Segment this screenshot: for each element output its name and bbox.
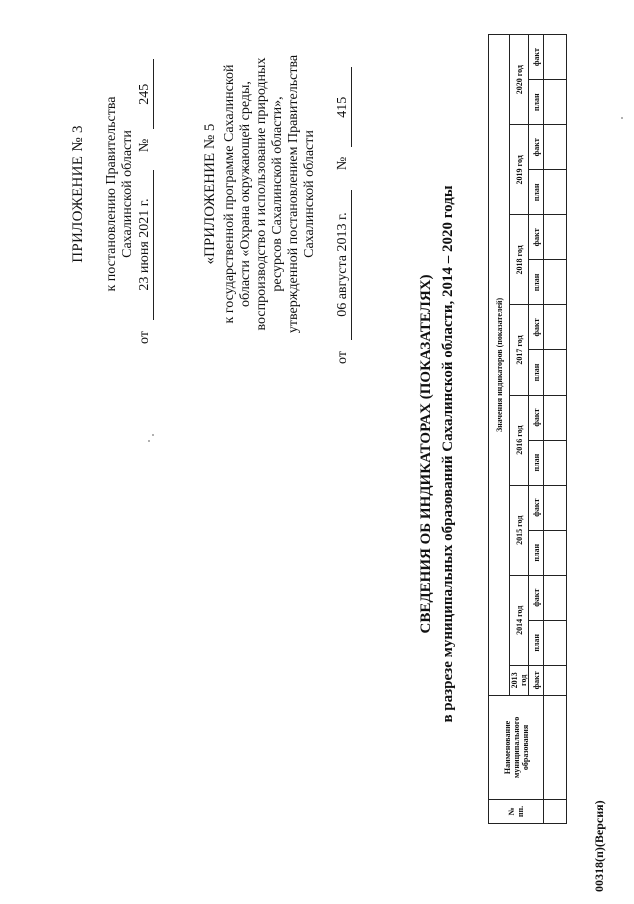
plan-header: план	[529, 440, 544, 485]
table-cell	[544, 620, 567, 665]
plan-header: план	[529, 350, 544, 395]
year-2013-header: 2013 год	[510, 665, 529, 695]
table-cell	[544, 395, 567, 440]
plan-header: план	[529, 620, 544, 665]
fact-header: факт	[529, 35, 544, 80]
table-cell	[544, 799, 567, 823]
appendix-3-number: 245	[137, 59, 154, 129]
table-cell	[544, 440, 567, 485]
fact-header: факт	[529, 485, 544, 530]
table-cell	[544, 80, 567, 125]
table-cell	[544, 305, 567, 350]
scan-speck	[148, 440, 150, 442]
fact-header: факт	[529, 305, 544, 350]
year-header: 2015 год	[510, 485, 529, 575]
table-cell	[544, 530, 567, 575]
plan-header: план	[529, 530, 544, 575]
appendix-5-line-1: к государственной программе Сахалинской	[222, 64, 237, 324]
table-cell	[544, 125, 567, 170]
scan-speck	[152, 434, 154, 436]
table-header-row-1	[489, 35, 510, 824]
appendix-3-line-2: Сахалинской области	[120, 130, 135, 258]
year-header: 2016 год	[510, 395, 529, 485]
appendix-5-line-6: Сахалинской области	[302, 130, 317, 258]
appendix-3-sign-row	[137, 59, 154, 344]
appendix-5-from-label: от	[335, 351, 350, 364]
appendix-5-date: 06 августа 2013 г.	[335, 190, 352, 340]
year-header: 2017 год	[510, 305, 529, 395]
appendix-3-num-label: №	[137, 138, 152, 153]
appendix-5-line-5: утвержденной постановлением Правительства	[286, 54, 301, 334]
scan-speck	[621, 117, 623, 119]
table-cell	[544, 695, 567, 799]
year-header: 2019 год	[510, 125, 529, 215]
appendix-5-sign-row	[335, 67, 352, 364]
appendix-5-num-label: №	[335, 156, 350, 171]
appendix-5-line-3: воспроизводство и использование природных	[254, 57, 269, 331]
fact-header: факт	[529, 665, 544, 695]
table-cell	[544, 170, 567, 215]
appendix-3-from-label: от	[137, 331, 152, 344]
indicators-table	[488, 34, 567, 824]
appendix-5-title: «ПРИЛОЖЕНИЕ № 5	[202, 123, 218, 265]
plan-header: план	[529, 170, 544, 215]
document-subtitle: в разрезе муниципальных образований Сахалинской области, 2014 – 2020 годы	[440, 185, 456, 723]
year-header: 2020 год	[510, 35, 529, 125]
fact-header: факт	[529, 125, 544, 170]
appendix-3-title: ПРИЛОЖЕНИЕ № 3	[70, 125, 86, 263]
appendix-3-date: 23 июня 2021 г.	[137, 170, 154, 320]
document-code: 00318(п)(Версия)	[592, 800, 606, 892]
fact-header: факт	[529, 395, 544, 440]
table-cell	[544, 215, 567, 260]
year-header: 2014 год	[510, 575, 529, 665]
col-name-header: Наименование муниципального образования	[489, 695, 544, 799]
fact-header: факт	[529, 575, 544, 620]
appendix-5-line-4: ресурсов Сахалинской области»,	[270, 96, 285, 292]
appendix-5-number: 415	[335, 67, 352, 147]
plan-header: план	[529, 260, 544, 305]
table-cell	[544, 35, 567, 80]
plan-header: план	[529, 80, 544, 125]
appendix-3-line-1: к постановлению Правительства	[104, 96, 119, 292]
fact-header: факт	[529, 215, 544, 260]
col-num-header: № пп.	[489, 799, 544, 823]
values-header: Значения индикаторов (показателей)	[489, 35, 510, 696]
table-cell	[544, 575, 567, 620]
document-title: СВЕДЕНИЯ ОБ ИНДИКАТОРАХ (ПОКАЗАТЕЛЯХ)	[418, 274, 434, 634]
table-cell	[544, 350, 567, 395]
table-cell	[544, 260, 567, 305]
year-header: 2018 год	[510, 215, 529, 305]
table-row	[544, 35, 567, 824]
table-cell	[544, 485, 567, 530]
appendix-5-line-2: области «Охрана окружающей среды,	[238, 81, 253, 307]
table-cell	[544, 665, 567, 695]
